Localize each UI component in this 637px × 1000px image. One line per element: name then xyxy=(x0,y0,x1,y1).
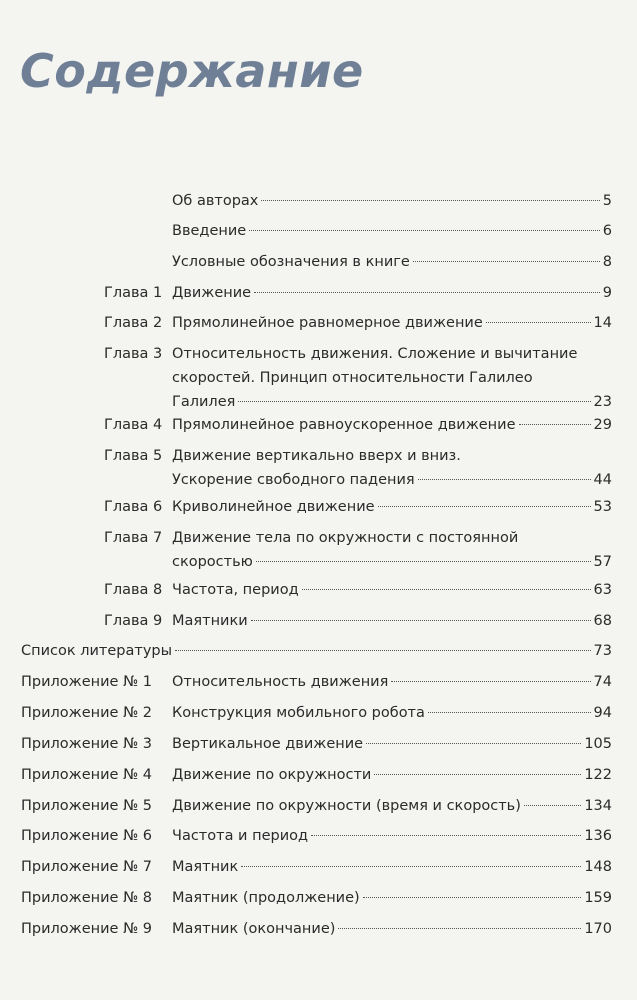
page-number: 29 xyxy=(593,417,612,433)
page-number: 73 xyxy=(593,643,612,659)
toc-entry-label: Глава 4 xyxy=(104,417,163,433)
toc-entry-label: Глава 2 xyxy=(104,315,163,331)
page-number: 5 xyxy=(602,193,612,209)
toc-entry-title-line: Движение вертикально вверх и вниз. xyxy=(172,448,461,464)
page-number: 14 xyxy=(593,315,612,331)
toc-entry-title: Прямолинейное равноускоренное движение xyxy=(172,417,516,433)
toc-entry-title: Вертикальное движение xyxy=(172,736,364,752)
page-title: Содержание xyxy=(20,44,364,98)
page-number: 136 xyxy=(584,828,612,844)
toc-entry-label: Глава 6 xyxy=(104,499,163,515)
dot-leader xyxy=(241,866,581,867)
toc-entry-label: Приложение № 7 xyxy=(21,859,153,875)
page-number: 159 xyxy=(584,890,612,906)
dot-leader xyxy=(428,712,591,713)
toc-entry-title: Прямолинейное равномерное движение xyxy=(172,315,483,331)
dot-leader xyxy=(251,620,591,621)
dot-leader xyxy=(363,897,582,898)
dot-leader xyxy=(366,743,581,744)
dot-leader xyxy=(486,322,591,323)
toc-entry-title-line: скоростей. Принцип относительности Галилео xyxy=(172,370,533,386)
toc-entry-label: Приложение № 9 xyxy=(21,921,153,937)
page-number: 122 xyxy=(584,767,612,783)
toc-entry-title: Движение по окружности xyxy=(172,767,372,783)
toc-entry-label: Глава 3 xyxy=(104,346,163,362)
dot-leader xyxy=(256,561,591,562)
toc-entry-title: Маятник (продолжение) xyxy=(172,890,360,906)
page-number: 68 xyxy=(593,613,612,629)
toc-entry-title-line: Движение тела по окружности с постоянной xyxy=(172,530,519,546)
toc-entry-title: Конструкция мобильного робота xyxy=(172,705,425,721)
dot-leader xyxy=(524,805,581,806)
toc-entry-title: Движение по окружности (время и скорость) xyxy=(172,798,521,814)
toc-entry-label: Приложение № 8 xyxy=(21,890,153,906)
dot-leader xyxy=(378,506,591,507)
toc-entry-label: Приложение № 2 xyxy=(21,705,153,721)
page-number: 23 xyxy=(593,394,612,410)
page-number: 53 xyxy=(593,499,612,515)
toc-entry-title: Криволинейное движение xyxy=(172,499,375,515)
page-number: 8 xyxy=(602,254,612,270)
page-number: 170 xyxy=(584,921,612,937)
toc-entry-title: Движение xyxy=(172,285,252,301)
toc-entry-label: Приложение № 3 xyxy=(21,736,153,752)
dot-leader xyxy=(254,292,600,293)
toc-entry-label: Приложение № 5 xyxy=(21,798,153,814)
toc-entry-label: Глава 1 xyxy=(104,285,163,301)
toc-entry-title: Ускорение свободного падения xyxy=(172,472,415,488)
dot-leader xyxy=(519,424,591,425)
page-number: 94 xyxy=(593,705,612,721)
toc-entry-title: скоростью xyxy=(172,554,253,570)
toc-entry-title: Маятник xyxy=(172,859,239,875)
toc-entry-title: Об авторах xyxy=(172,193,259,209)
toc-entry-title: Маятники xyxy=(172,613,248,629)
page-number: 63 xyxy=(593,582,612,598)
page-number: 74 xyxy=(593,674,612,690)
toc-entry-title: Введение xyxy=(172,223,247,239)
dot-leader xyxy=(418,479,591,480)
toc-entry-title: Список литературы xyxy=(21,643,173,659)
page-number: 44 xyxy=(593,472,612,488)
dot-leader xyxy=(238,401,590,402)
dot-leader xyxy=(374,774,581,775)
toc-entry-label: Глава 8 xyxy=(104,582,163,598)
dot-leader xyxy=(311,835,581,836)
dot-leader xyxy=(391,681,590,682)
toc-entry-label: Приложение № 4 xyxy=(21,767,153,783)
toc-entry-title: Галилея xyxy=(172,394,236,410)
toc-entry-title: Маятник (окончание) xyxy=(172,921,336,937)
toc-entry-label: Глава 9 xyxy=(104,613,163,629)
toc-entry-label: Глава 5 xyxy=(104,448,163,464)
page-number: 9 xyxy=(602,285,612,301)
toc-entry-title: Частота и период xyxy=(172,828,309,844)
toc-entry-title: Относительность движения xyxy=(172,674,389,690)
dot-leader xyxy=(413,261,600,262)
toc-entry-label: Глава 7 xyxy=(104,530,163,546)
toc-entry-title-line: Относительность движения. Сложение и вычитание xyxy=(172,346,578,362)
dot-leader xyxy=(338,928,581,929)
dot-leader xyxy=(175,650,590,651)
page-number: 6 xyxy=(602,223,612,239)
dot-leader xyxy=(302,589,591,590)
page-number: 57 xyxy=(593,554,612,570)
page-number: 148 xyxy=(584,859,612,875)
page-number: 134 xyxy=(584,798,612,814)
toc-entry-title: Условные обозначения в книге xyxy=(172,254,410,270)
toc-entry-label: Приложение № 1 xyxy=(21,674,153,690)
page-number: 105 xyxy=(584,736,612,752)
toc-entry-title: Частота, период xyxy=(172,582,299,598)
dot-leader xyxy=(261,200,599,201)
toc-entry-label: Приложение № 6 xyxy=(21,828,153,844)
dot-leader xyxy=(249,230,600,231)
